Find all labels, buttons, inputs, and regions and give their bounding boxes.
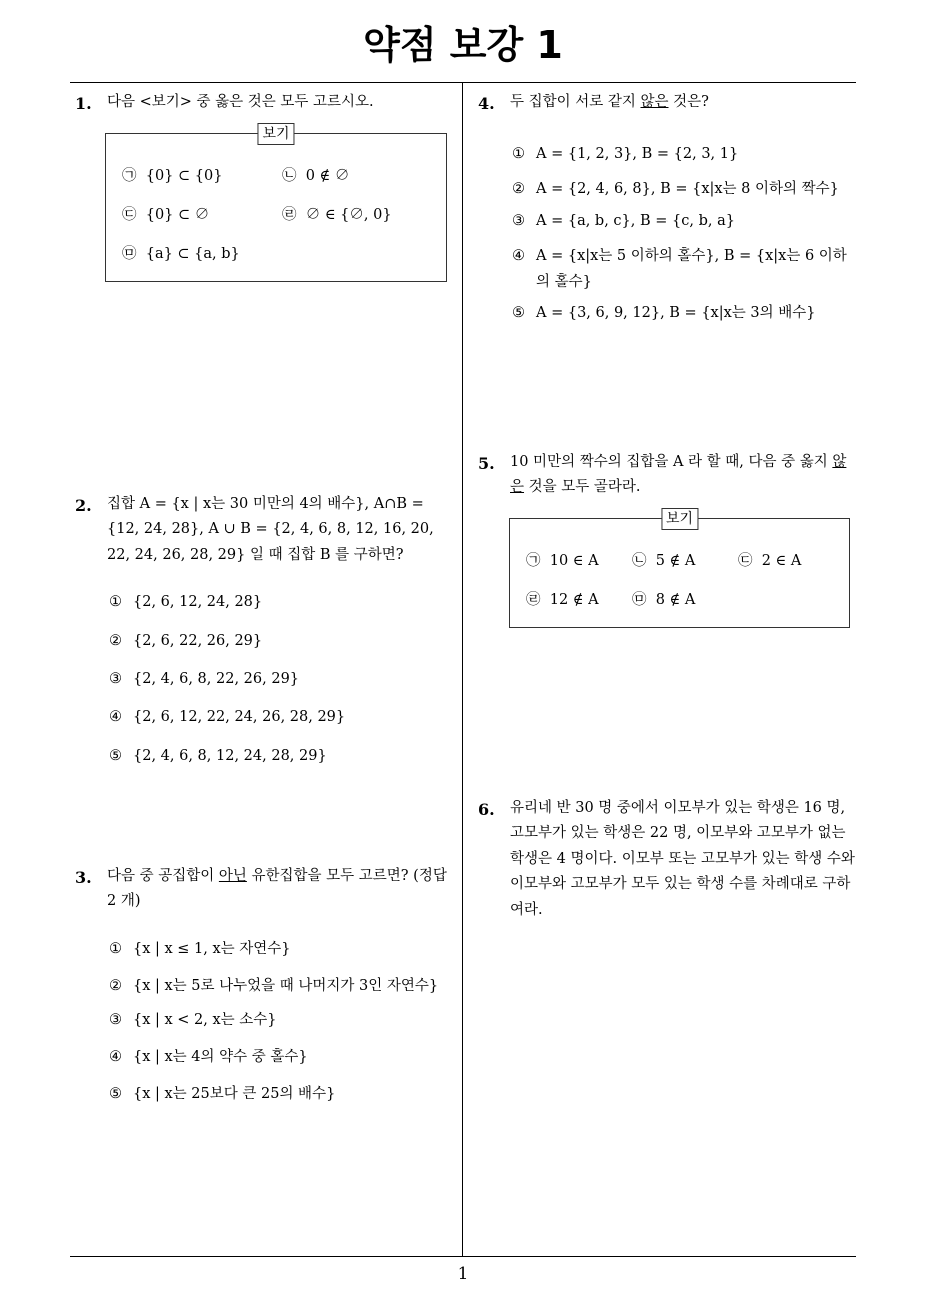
option-item: ② {x | x는 5로 나누었을 때 나머지가 3인 자연수} bbox=[109, 978, 439, 995]
option-item: ② {2, 6, 22, 26, 29} bbox=[109, 632, 263, 649]
option-item: ⑤ {x | x는 25보다 큰 25의 배수} bbox=[109, 1086, 336, 1103]
bogi-item: ㉣ 12 ∉ A bbox=[526, 592, 599, 608]
option-item: ① {x | x ≤ 1, x는 자연수} bbox=[109, 940, 291, 957]
question-number: 1. bbox=[75, 94, 92, 113]
question-2 bbox=[75, 492, 457, 769]
question-number: 3. bbox=[75, 868, 92, 887]
option-list bbox=[109, 937, 457, 1108]
bogi-label: 보기 bbox=[257, 123, 294, 145]
option-item: ④ {x | x는 4의 약수 중 홀수} bbox=[109, 1048, 308, 1065]
page-number: 1 bbox=[457, 1264, 469, 1284]
option-item: ③ A = {a, b, c}, B = {c, b, a} bbox=[512, 212, 735, 229]
bogi-item: ㉠ {0} ⊂ {0} bbox=[122, 168, 223, 184]
top-rule bbox=[70, 82, 856, 83]
option-item: ④ A = {x|x는 5 이하의 홀수}, B = {x|x는 6 이하의 홀수} bbox=[512, 248, 847, 290]
question-text: 10 미만의 짝수의 집합을 A 라 할 때, 다음 중 옳지 않은 것을 모두 골라라. bbox=[510, 454, 847, 496]
option-list bbox=[109, 590, 457, 769]
option-item: ③ {2, 4, 6, 8, 22, 26, 29} bbox=[109, 670, 300, 687]
option-item: ⑤ {2, 4, 6, 8, 12, 24, 28, 29} bbox=[109, 747, 327, 764]
question-text: 유리네 반 30 명 중에서 이모부가 있는 학생은 16 명, 고모부가 있는 학생은 22 명, 이모부와 고모부가 없는 학생은 4 명이다. 이모부 또는 고모부가 있는 학생 수와 이모부와 고모부가 모두 있는 학생 수를 차례대로 구하여라. bbox=[510, 800, 855, 918]
option-item: ① {2, 6, 12, 24, 28} bbox=[109, 594, 263, 611]
option-item: ④ {2, 6, 12, 22, 24, 26, 28, 29} bbox=[109, 709, 346, 726]
bogi-item: ㉣ ∅ ∈ {∅, 0} bbox=[282, 207, 392, 223]
question-text: 두 집합이 서로 같지 않은 것은? bbox=[510, 94, 709, 110]
bottom-rule bbox=[70, 1256, 856, 1257]
question-number: 6. bbox=[478, 800, 495, 819]
bogi-box-5 bbox=[509, 511, 850, 628]
question-number: 5. bbox=[478, 454, 495, 473]
question-4 bbox=[478, 90, 856, 326]
question-text: 다음 중 공집합이 아닌 유한집합을 모두 고르면? (정답 2 개) bbox=[107, 868, 447, 910]
bogi-item: ㉠ 10 ∈ A bbox=[526, 553, 599, 569]
question-6 bbox=[478, 796, 860, 923]
question-text: 집합 A = {x | x는 30 미만의 4의 배수}, A∩B = {12, 24, 28}, A ∪ B = {2, 4, 6, 8, 12, 16, 20, 22, 24, 26, 28, 29} 일 때 집합 B 를 구하면? bbox=[107, 496, 434, 563]
bogi-item: ㉢ {0} ⊂ ∅ bbox=[122, 207, 210, 223]
column-divider bbox=[462, 83, 463, 1257]
option-list bbox=[512, 142, 856, 326]
question-3 bbox=[75, 864, 457, 1108]
bogi-item: ㉡ 5 ∉ A bbox=[632, 553, 696, 569]
bogi-item: ㉡ 0 ∉ ∅ bbox=[282, 168, 350, 184]
question-5 bbox=[478, 450, 860, 501]
option-item: ③ {x | x < 2, x는 소수} bbox=[109, 1011, 277, 1028]
bogi-item: ㉤ 8 ∉ A bbox=[632, 592, 696, 608]
bogi-item: ㉤ {a} ⊂ {a, b} bbox=[122, 246, 240, 262]
question-1 bbox=[75, 90, 450, 118]
question-number: 4. bbox=[478, 94, 495, 113]
bogi-item: ㉢ 2 ∈ A bbox=[738, 553, 802, 569]
bogi-label: 보기 bbox=[661, 508, 698, 530]
bogi-box-1 bbox=[105, 126, 447, 282]
question-number: 2. bbox=[75, 496, 92, 515]
option-item: ⑤ A = {3, 6, 9, 12}, B = {x|x는 3의 배수} bbox=[512, 304, 816, 321]
option-item: ① A = {1, 2, 3}, B = {2, 3, 1} bbox=[512, 146, 739, 162]
page-title: 약점 보강 1 bbox=[363, 23, 563, 67]
question-text: 다음 <보기> 중 옳은 것은 모두 고르시오. bbox=[107, 94, 374, 110]
option-item: ② A = {2, 4, 6, 8}, B = {x|x는 8 이하의 짝수} bbox=[512, 181, 839, 198]
